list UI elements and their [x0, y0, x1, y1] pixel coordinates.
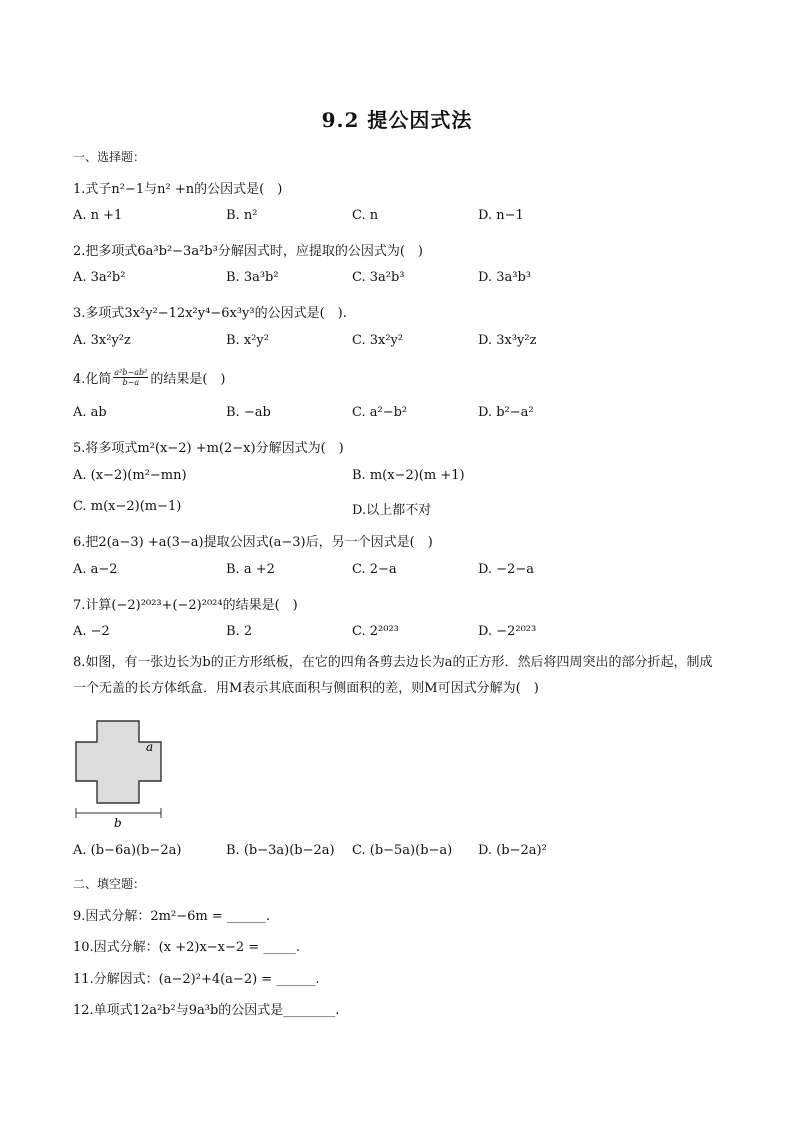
cross-figure: [73, 717, 165, 829]
option-2b: B. 3a³b²: [226, 270, 279, 285]
question-5: 5.将多项式m²(x−2) +m(2−x)分解因式为( ): [73, 441, 344, 456]
option-5a: A. (x−2)(m²−mn): [73, 468, 187, 483]
fraction: [113, 368, 148, 387]
options-8: [73, 843, 723, 863]
question-1: 1.式子n²−1与n² +n的公因式是( ): [73, 182, 283, 197]
option-1d: D. n−1: [478, 208, 524, 223]
page-title: 9.2 提公因式法: [321, 108, 473, 132]
section-choice-heading: 一、选择题：: [73, 150, 146, 164]
option-7a: A. −2: [73, 624, 110, 639]
option-2a: A. 3a²b²: [73, 270, 126, 285]
options-2: [73, 270, 723, 290]
question-4-tail: 的结果是( ): [150, 372, 226, 387]
option-4c: C. a²−b²: [352, 405, 408, 420]
question-6: 6.把2(a−3) +a(3−a)提取公因式(a−3)后，另一个因式是( ): [73, 535, 433, 550]
question-2: 2.把多项式6a³b²−3a²b³分解因式时，应提取的公因式为( ): [73, 244, 423, 259]
options-6: [73, 562, 723, 582]
cross-shape: [76, 721, 161, 803]
option-6c: C. 2−a: [352, 562, 397, 577]
question-12: 12.单项式12a²b²与9a³b的公因式是________.: [73, 1003, 340, 1018]
label-a: a: [146, 740, 154, 754]
option-1a: A. n +1: [73, 208, 123, 223]
fraction-numerator: a²b−ab²: [114, 368, 148, 377]
fraction-denominator: b−a: [122, 378, 140, 387]
label-b: b: [114, 816, 122, 829]
option-4b: B. −ab: [226, 405, 271, 420]
option-2c: C. 3a²b³: [352, 270, 405, 285]
option-3c: C. 3x²y²: [352, 333, 404, 348]
option-6b: B. a +2: [226, 562, 275, 577]
question-9: 9.因式分解：2m²−6m = ______.: [73, 909, 270, 924]
option-7b: B. 2: [226, 624, 253, 639]
options-3: [73, 333, 723, 353]
option-1b: B. n²: [226, 208, 258, 223]
option-6d: D. −2−a: [478, 562, 535, 577]
option-3d: D. 3x³y²z: [478, 333, 537, 348]
section-fill-heading: 二、填空题：: [73, 877, 146, 891]
cross-diagram: [73, 717, 165, 829]
option-5c: C. m(x−2)(m−1): [73, 499, 182, 514]
option-8b: B. (b−3a)(b−2a): [226, 843, 335, 858]
question-10: 10.因式分解：(x +2)x−x−2 = _____.: [73, 940, 300, 955]
option-5b: B. m(x−2)(m +1): [352, 468, 465, 483]
question-4-stem: 4.化简: [73, 372, 112, 387]
option-8d: D. (b−2a)²: [478, 843, 547, 858]
question-8: 8.如图，有一张边长为b的正方形纸板，在它的四角各剪去边长为a的正方形．然后将四周突出的部分折起，制成一个无盖的长方体纸盒．用M表示其底面积与侧面积的差，则M可因式分解为( ): [73, 655, 713, 696]
options-5-row2: [73, 499, 723, 519]
question-11: 11.分解因式：(a−2)²+4(a−2) = ______.: [73, 972, 320, 987]
option-8c: C. (b−5a)(b−a): [352, 843, 453, 858]
option-4d: D. b²−a²: [478, 405, 534, 420]
options-4: [73, 405, 723, 425]
option-1c: C. n: [352, 208, 379, 223]
option-2d: D. 3a³b³: [478, 270, 531, 285]
option-4a: A. ab: [73, 405, 107, 420]
option-3b: B. x²y²: [226, 333, 269, 348]
option-6a: A. a−2: [73, 562, 118, 577]
question-4: [73, 368, 225, 387]
options-1: [73, 208, 723, 228]
option-3a: A. 3x²y²z: [73, 333, 131, 348]
option-5d: D.以上都不对: [352, 503, 432, 518]
option-8a: A. (b−6a)(b−2a): [73, 843, 182, 858]
option-7d: D. −2²⁰²³: [478, 624, 537, 639]
options-5-row1: [73, 468, 723, 488]
options-7: [73, 624, 723, 644]
question-3: 3.多项式3x²y²−12x²y⁴−6x³y³的公因式是( ).: [73, 306, 347, 321]
option-7c: C. 2²⁰²³: [352, 624, 399, 639]
question-7: 7.计算(−2)²⁰²³+(−2)²⁰²⁴的结果是( ): [73, 598, 298, 613]
